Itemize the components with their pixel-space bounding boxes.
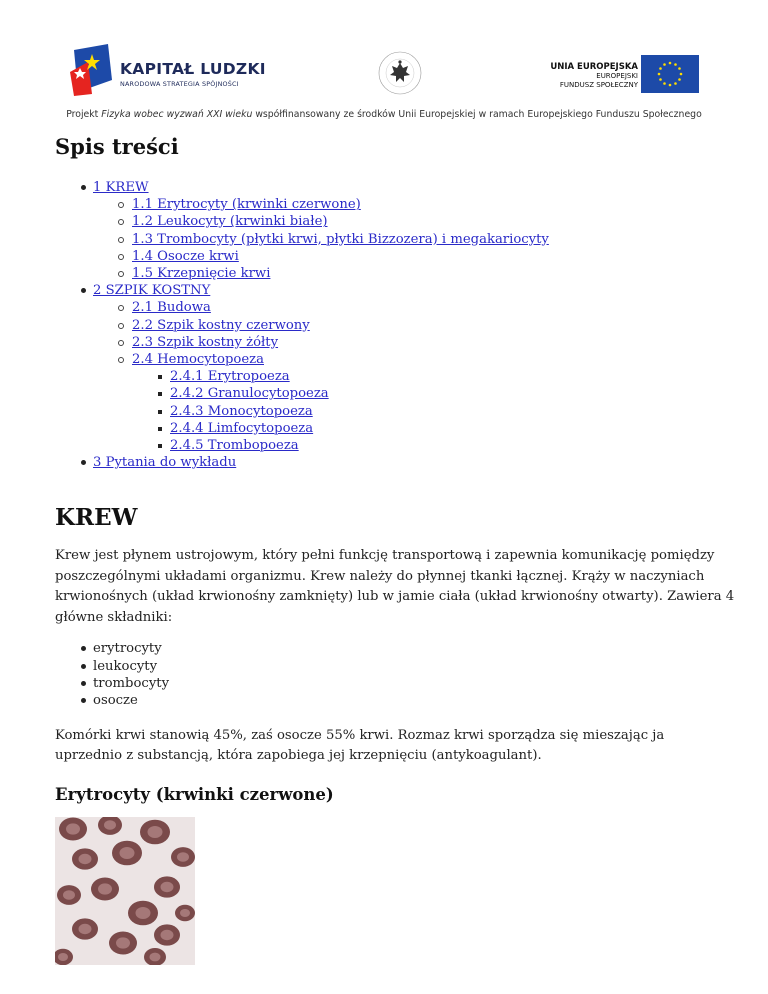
component-label: erytrocyty bbox=[93, 641, 162, 657]
component-item bbox=[55, 640, 735, 657]
article-content bbox=[55, 132, 735, 965]
eu-star-icon bbox=[663, 63, 666, 66]
red-blood-cell bbox=[140, 819, 170, 844]
circle-bullet-icon bbox=[118, 254, 124, 260]
eu-star-icon bbox=[680, 73, 683, 76]
toc-item bbox=[55, 196, 735, 213]
circle-bullet-icon bbox=[118, 237, 124, 243]
toc-link[interactable]: 2.1 Budowa bbox=[132, 300, 211, 316]
toc-item bbox=[55, 420, 735, 437]
components-list bbox=[55, 640, 735, 709]
toc-item bbox=[55, 265, 735, 282]
circle-bullet-icon bbox=[118, 219, 124, 225]
toc-item bbox=[55, 282, 735, 299]
toc-item bbox=[55, 299, 735, 316]
component-item bbox=[55, 658, 735, 675]
project-line bbox=[0, 109, 768, 120]
toc-item bbox=[55, 334, 735, 351]
square-bullet-icon bbox=[158, 410, 162, 414]
kapital-ludzki-title: KAPITAŁ LUDZKI bbox=[120, 60, 266, 78]
circle-bullet-icon bbox=[118, 357, 124, 363]
red-blood-cell bbox=[175, 904, 195, 920]
toc-item bbox=[55, 179, 735, 196]
square-bullet-icon bbox=[158, 444, 162, 448]
subheading-erytrocyty: Erytrocyty (krwinki czerwone) bbox=[55, 784, 334, 804]
kapital-ludzki-text bbox=[120, 60, 266, 88]
red-blood-cell bbox=[154, 876, 180, 897]
red-blood-cells-image bbox=[55, 817, 195, 965]
disc-bullet-icon bbox=[81, 681, 86, 686]
red-blood-cell bbox=[72, 918, 98, 939]
eu-star-icon bbox=[669, 62, 672, 65]
eu-star-icon bbox=[678, 78, 681, 81]
circle-bullet-icon bbox=[118, 323, 124, 329]
toc-item bbox=[55, 213, 735, 230]
toc-link[interactable]: 1.1 Erytrocyty (krwinki czerwone) bbox=[132, 197, 361, 213]
eu-flag-icon bbox=[641, 55, 699, 93]
kapital-ludzki-logo-icon bbox=[68, 42, 116, 98]
toc-item bbox=[55, 385, 735, 402]
component-item bbox=[55, 692, 735, 709]
red-blood-cell bbox=[154, 924, 180, 945]
eu-star-icon bbox=[669, 84, 672, 87]
disc-bullet-icon bbox=[81, 460, 86, 465]
kapital-ludzki-subtitle: NARODOWA STRATEGIA SPÓJNOŚCI bbox=[120, 80, 239, 88]
square-bullet-icon bbox=[158, 392, 162, 396]
eu-line-1: EUROPEJSKI bbox=[596, 72, 638, 80]
red-blood-cell bbox=[59, 817, 87, 840]
toc-item bbox=[55, 368, 735, 385]
red-blood-cell bbox=[72, 848, 98, 869]
toc-item bbox=[55, 454, 735, 471]
eu-star-icon bbox=[674, 63, 677, 66]
disc-bullet-icon bbox=[81, 646, 86, 651]
toc-link[interactable]: 2.4.3 Monocytopoeza bbox=[170, 403, 313, 419]
eu-star-icon bbox=[663, 82, 666, 85]
toc-link[interactable]: 1.2 Leukocyty (krwinki białe) bbox=[132, 214, 328, 230]
university-seal-icon bbox=[377, 50, 423, 96]
eu-star-icon bbox=[658, 73, 661, 76]
disc-bullet-icon bbox=[81, 185, 86, 190]
red-blood-cell bbox=[128, 900, 158, 925]
second-paragraph: Komórki krwi stanowią 45%, zaś osocze 55% krwi. Rozmaz krwi sporządza się mieszając ja uprzednio z substancją, która zapobiega jej krzepnięciu (antykoagulant). bbox=[55, 727, 665, 764]
toc-link[interactable]: 1.4 Osocze krwi bbox=[132, 248, 239, 264]
eu-star-icon bbox=[659, 67, 662, 70]
toc-link[interactable]: 2.3 Szpik kostny żółty bbox=[132, 334, 279, 350]
toc-link[interactable]: 1 KREW bbox=[93, 180, 149, 195]
toc-link[interactable]: 1.3 Trombocyty (płytki krwi, płytki Bizzozera) i megakariocyty bbox=[132, 231, 549, 247]
red-blood-cell bbox=[91, 877, 119, 900]
component-item bbox=[55, 675, 735, 692]
red-blood-cell bbox=[109, 931, 137, 954]
disc-bullet-icon bbox=[81, 288, 86, 293]
disc-bullet-icon bbox=[81, 698, 86, 703]
red-blood-cell bbox=[112, 840, 142, 865]
toc-link[interactable]: 3 Pytania do wykładu bbox=[93, 455, 237, 471]
circle-bullet-icon bbox=[118, 271, 124, 277]
project-suffix: współfinansowany ze środków Unii Europejskiej w ramach Europejskiego Funduszu Społecznego bbox=[252, 109, 702, 120]
circle-bullet-icon bbox=[118, 305, 124, 311]
toc-link[interactable]: 2.4.5 Trombopoeza bbox=[170, 438, 299, 454]
eu-title: UNIA EUROPEJSKA bbox=[550, 62, 638, 72]
circle-bullet-icon bbox=[118, 202, 124, 208]
eu-star-icon bbox=[659, 78, 662, 81]
toc-title: Spis treści bbox=[55, 134, 179, 159]
square-bullet-icon bbox=[158, 427, 162, 431]
toc-item bbox=[55, 351, 735, 368]
toc-link[interactable]: 2 SZPIK KOSTNY bbox=[93, 283, 211, 299]
toc-link[interactable]: 2.4 Hemocytopoeza bbox=[132, 352, 264, 368]
component-label: trombocyty bbox=[93, 676, 170, 692]
eu-star-icon bbox=[674, 82, 677, 85]
eu-line-2: FUNDUSZ SPOŁECZNY bbox=[559, 81, 638, 89]
project-title: Fizyka wobec wyzwań XXI wieku bbox=[101, 109, 253, 120]
toc-link[interactable]: 2.2 Szpik kostny czerwony bbox=[132, 317, 310, 333]
toc-item bbox=[55, 437, 735, 454]
toc-item bbox=[55, 248, 735, 265]
red-blood-cell bbox=[171, 847, 195, 867]
eu-fund-text bbox=[550, 62, 638, 90]
toc-link[interactable]: 1.5 Krzepnięcie krwi bbox=[132, 266, 271, 282]
toc-item bbox=[55, 317, 735, 334]
disc-bullet-icon bbox=[81, 664, 86, 669]
component-label: osocze bbox=[93, 693, 138, 709]
table-of-contents bbox=[55, 179, 735, 471]
toc-item bbox=[55, 231, 735, 248]
toc-link[interactable]: 2.4.1 Erytropoeza bbox=[170, 369, 290, 385]
header bbox=[0, 0, 768, 130]
red-blood-cell bbox=[57, 885, 81, 905]
toc-item bbox=[55, 403, 735, 420]
circle-bullet-icon bbox=[118, 340, 124, 346]
eu-star-icon bbox=[678, 67, 681, 70]
intro-paragraph: Krew jest płynem ustrojowym, który pełni funkcję transportową i zapewnia komunikację pomiędzy poszczególnymi układami organizmu. Krew należy do płynnej tkanki łącznej. Krąży w naczyniach krwionośnych (układ krwionośny zamknięty) lub w jamie ciała (układ krwionośny otwarty). Zawiera 4 główne składniki: bbox=[55, 548, 735, 625]
toc-link[interactable]: 2.4.4 Limfocytopoeza bbox=[170, 420, 314, 436]
project-prefix: Projekt bbox=[66, 109, 102, 120]
section-title-krew: KREW bbox=[55, 504, 138, 532]
component-label: leukocyty bbox=[93, 658, 158, 674]
square-bullet-icon bbox=[158, 375, 162, 379]
toc-link[interactable]: 2.4.2 Granulocytopoeza bbox=[170, 386, 329, 402]
